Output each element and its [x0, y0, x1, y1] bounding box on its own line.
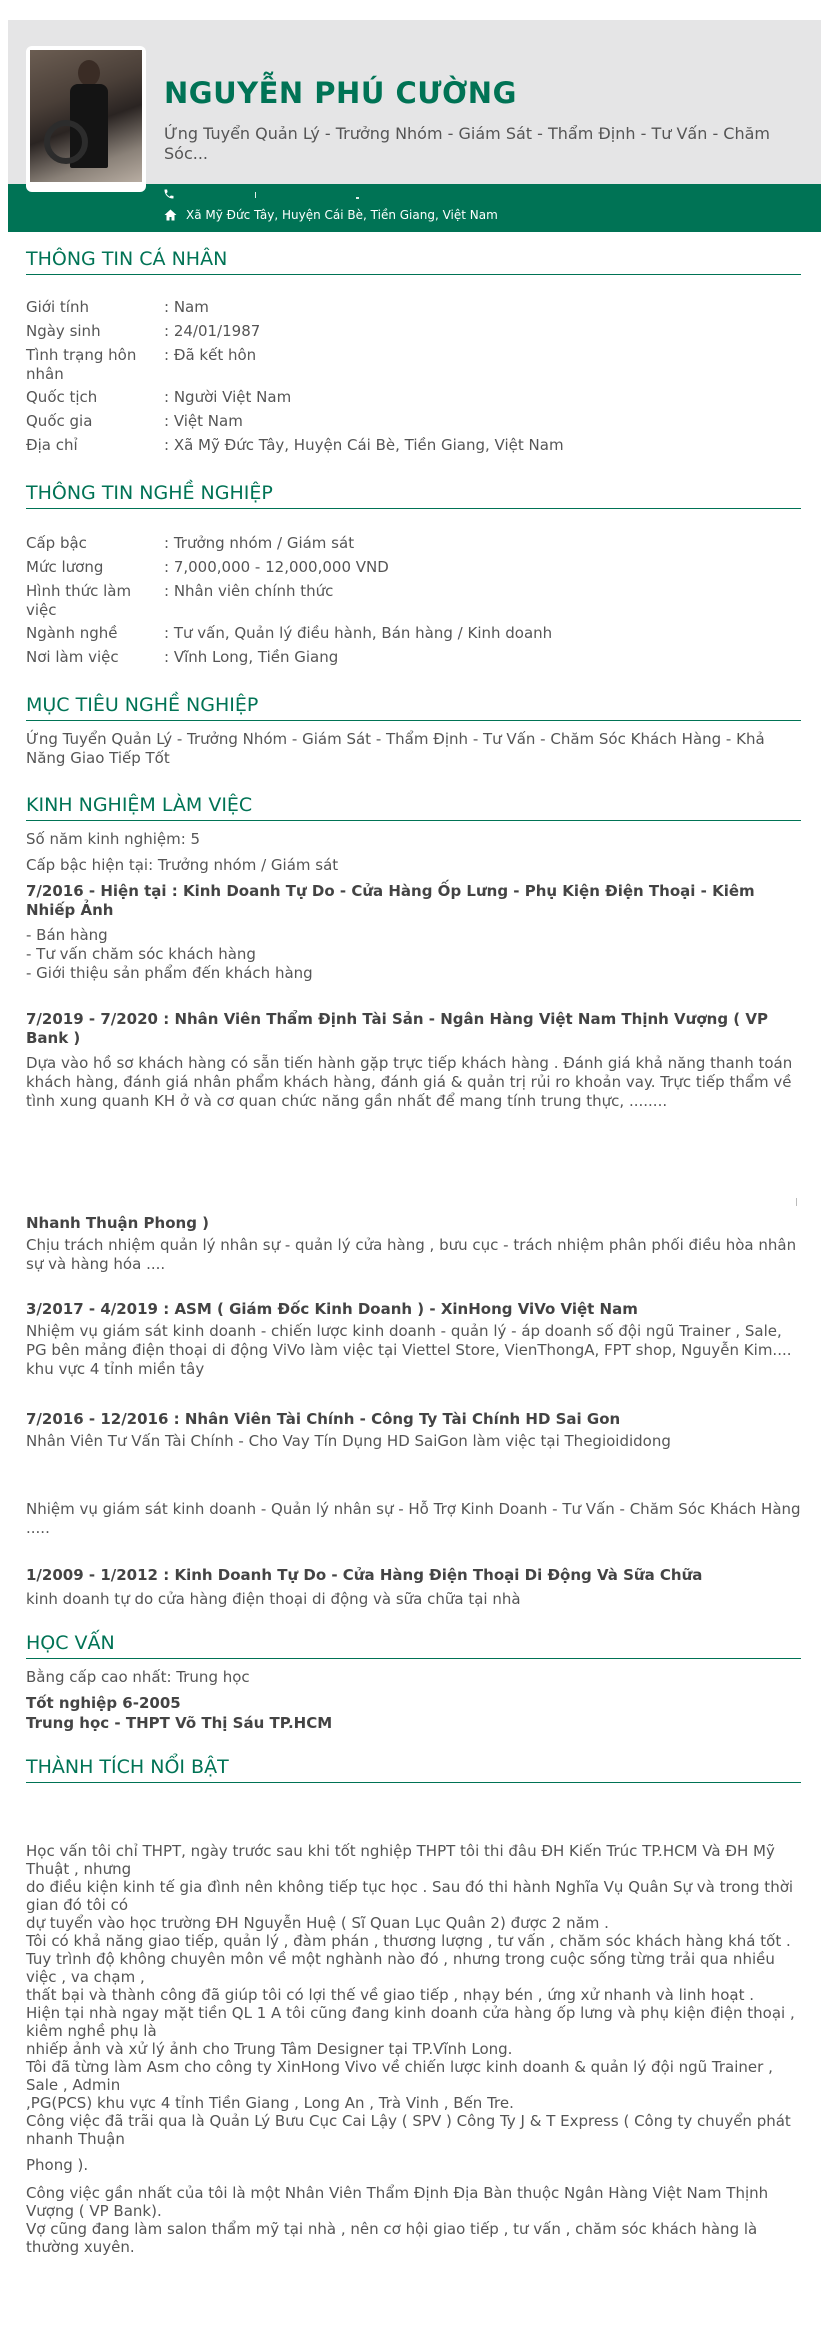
info-row-level: [26, 534, 354, 553]
info-row-salary: [26, 558, 389, 577]
education-highest: Bằng cấp cao nhất: Trung học: [26, 1668, 250, 1686]
achievements-text: [26, 1842, 801, 2256]
info-label: Giới tính: [26, 298, 89, 316]
info-label: Địa chỉ: [26, 436, 78, 454]
info-label: Cấp bậc: [26, 534, 87, 552]
info-row-dob: [26, 322, 260, 341]
section-divider: [26, 720, 801, 721]
section-title-objective: MỤC TIÊU NGHỀ NGHIỆP: [26, 694, 259, 716]
avatar-background-object: [44, 120, 88, 164]
info-value: : Vĩnh Long, Tiền Giang: [164, 648, 339, 666]
section-divider: [26, 820, 801, 821]
achievement-line: do điều kiện kinh tế gia đình nên không tiếp tục học . Sau đó thi hành Nghĩa Vụ Quân Sự và trong thời gian đó tôi có: [26, 1878, 794, 1914]
info-row-marital: [26, 346, 256, 384]
info-label: Nơi làm việc: [26, 648, 119, 666]
info-row-address: [26, 436, 564, 455]
phone-divider-2: [356, 197, 359, 199]
section-divider: [26, 508, 801, 509]
achievement-line: Học vấn tôi chỉ THPT, ngày trước sau khi tốt nghiệp THPT tôi thi đâu ĐH Kiến Trúc TP.HCM Và ĐH Mỹ Thuật , nhưng: [26, 1842, 775, 1878]
job-heading: 7/2016 - Hiện tại : Kinh Doanh Tự Do - Cửa Hàng Ốp Lưng - Phụ Kiện Điện Thoại - Kiêm Nhiếp Ảnh: [26, 882, 755, 919]
home-icon: [164, 209, 178, 221]
experience-years: Số năm kinh nghiệm: 5: [26, 830, 201, 848]
job-description: Nhiệm vụ giám sát kinh doanh - Quản lý nhân sự - Hỗ Trợ Kinh Doanh - Tư Vấn - Chăm Sóc Khách Hàng .....: [26, 1500, 801, 1537]
info-row-location: [26, 648, 338, 667]
section-title-experience: KINH NGHIỆM LÀM VIỆC: [26, 794, 253, 816]
info-label: Ngày sinh: [26, 322, 101, 340]
achievement-line: Vợ cũng đang làm salon thẩm mỹ tại nhà , nên cơ hội giao tiếp , tư vấn , chăm sóc khách hàng là thường xuyên.: [26, 2220, 758, 2256]
job-description: Nhiệm vụ giám sát kinh doanh - chiến lược kinh doanh - quản lý - áp doanh số đội ngũ Trainer , Sale, PG bên mảng điện thoại di động ViVo làm việc tại Viettel Store, VienThongA, FPT shop, Nguyễn Kim.... khu vực 4 tỉnh miền tây: [26, 1322, 792, 1378]
job-heading: 7/2016 - 12/2016 : Nhân Viên Tài Chính - Công Ty Tài Chính HD Sai Gon: [26, 1410, 621, 1428]
phone-icon: [163, 188, 177, 202]
section-title-achievements: THÀNH TÍCH NỔI BẬT: [26, 1756, 229, 1778]
job-description: Chịu trách nhiệm quản lý nhân sự - quản lý cửa hàng , bưu cục - trách nhiệm phân phối điều hòa nhân sự và hàng hóa ....: [26, 1236, 797, 1273]
info-row-country: [26, 412, 243, 431]
section-divider: [26, 1658, 801, 1659]
phone-divider: [255, 192, 256, 198]
candidate-headline: Ứng Tuyển Quản Lý - Trưởng Nhóm - Giám Sát - Thẩm Định - Tư Vấn - Chăm Sóc...: [164, 124, 770, 163]
section-divider: [26, 1782, 801, 1783]
info-value: : Người Việt Nam: [164, 388, 292, 406]
section-title-education: HỌC VẤN: [26, 1632, 115, 1654]
info-value: : Nhân viên chính thức: [164, 582, 334, 600]
avatar: [30, 50, 142, 182]
objective-text: Ứng Tuyển Quản Lý - Trưởng Nhóm - Giám Sát - Thẩm Định - Tư Vấn - Chăm Sóc Khách Hàng - Khả Năng Giao Tiếp Tốt: [26, 730, 765, 767]
achievement-line: nhiếp ảnh và xử lý ảnh cho Trung Tâm Designer tại TP.Vĩnh Long.: [26, 2040, 513, 2058]
achievement-line: Hiện tại nhà ngay mặt tiền QL 1 A tôi cũng đang kinh doanh cửa hàng ốp lưng và phụ kiện điện thoại , kiêm nghề phụ là: [26, 2004, 795, 2040]
section-divider: [26, 274, 801, 275]
info-value: : 24/01/1987: [164, 322, 261, 340]
job-heading: 3/2017 - 4/2019 : ASM ( Giám Đốc Kinh Doanh ) - XinHong ViVo Việt Nam: [26, 1300, 638, 1318]
job-description: Dựa vào hồ sơ khách hàng có sẵn tiến hành gặp trực tiếp khách hàng . Đánh giá khả năng thanh toán khách hàng, đánh giá nhân phẩm khách hàng, đánh giá & quản trị rủi ro khoản vay. Trực tiếp thẩm về tình xung quanh KH ở và cơ quan chức năng gần nhất để mang tính trung thực, ........: [26, 1054, 793, 1110]
achievement-line: ,PG(PCS) khu vực 4 tỉnh Tiền Giang , Long An , Trà Vinh , Bến Tre.: [26, 2094, 514, 2112]
info-value: : Việt Nam: [164, 412, 243, 430]
info-row-industry: [26, 624, 552, 643]
candidate-name: NGUYỄN PHÚ CƯỜNG: [164, 76, 517, 110]
info-value: : Trưởng nhóm / Giám sát: [164, 534, 355, 552]
info-label: Mức lương: [26, 558, 104, 576]
achievement-line: Công việc đã trãi qua là Quản Lý Bưu Cục Cai Lậy ( SPV ) Công Ty J & T Express ( Công ty chuyển phát nhanh Thuận: [26, 2112, 791, 2148]
stray-mark: [796, 1198, 797, 1206]
achievement-line: Công việc gần nhất của tôi là một Nhân Viên Thẩm Định Địa Bàn thuộc Ngân Hàng Việt Nam Thịnh Vượng ( VP Bank).: [26, 2184, 769, 2220]
info-value: : Đã kết hôn: [164, 346, 257, 364]
job-description: - Bán hàng - Tư vấn chăm sóc khách hàng - Giới thiệu sản phẩm đến khách hàng: [26, 926, 313, 982]
job-description: Nhân Viên Tư Vấn Tài Chính - Cho Vay Tín Dụng HD SaiGon làm việc tại Thegioididong: [26, 1432, 671, 1450]
section-title-career-info: THÔNG TIN NGHỀ NGHIỆP: [26, 482, 273, 504]
header-address: [164, 208, 498, 222]
achievement-line: dự tuyển vào học trường ĐH Nguyễn Huệ ( Sĩ Quan Lục Quân 2) được 2 năm .: [26, 1914, 609, 1932]
job-description: kinh doanh tự do cửa hàng điện thoại di động và sữa chữa tại nhà: [26, 1590, 521, 1608]
job-heading: 1/2009 - 1/2012 : Kinh Doanh Tự Do - Cửa Hàng Điện Thoại Di Động Và Sữa Chữa: [26, 1566, 703, 1584]
achievement-line: thất bại và thành công đã giúp tôi có lợi thế về giao tiếp , nhạy bén , ứng xử nhanh và linh hoạt .: [26, 1986, 755, 2004]
info-value: : Xã Mỹ Đức Tây, Huyện Cái Bè, Tiền Giang, Việt Nam: [164, 436, 564, 454]
info-label: Hình thức làm việc: [26, 582, 132, 619]
achievement-line: Tôi đã từng làm Asm cho công ty XinHong Vivo về chiến lược kinh doanh & quản lý đội ngũ Trainer , Sale , Admin: [26, 2058, 773, 2094]
info-value: : Nam: [164, 298, 209, 316]
info-row-nationality: [26, 388, 291, 407]
education-school: Trung học - THPT Võ Thị Sáu TP.HCM: [26, 1714, 333, 1732]
info-row-work-type: [26, 582, 333, 620]
job-heading: 7/2019 - 7/2020 : Nhân Viên Thẩm Định Tài Sản - Ngân Hàng Việt Nam Thịnh Vượng ( VP Bank ): [26, 1010, 768, 1047]
info-label: Ngành nghề: [26, 624, 118, 642]
achievement-line: Tuy trình độ không chuyên môn về một nghành nào đó , nhưng trong cuộc sống từng trải qua nhiều việc , va chạm ,: [26, 1950, 775, 1986]
info-row-gender: [26, 298, 209, 317]
header-address-text: Xã Mỹ Đức Tây, Huyện Cái Bè, Tiền Giang, Việt Nam: [186, 208, 498, 222]
achievement-line: Phong ).: [26, 2156, 89, 2174]
avatar-frame: [26, 46, 146, 192]
achievement-line: Tôi có khả năng giao tiếp, quản lý , đàm phán , thương lượng , tư vấn , chăm sóc khách hàng khá tốt .: [26, 1932, 791, 1950]
info-label: Quốc gia: [26, 412, 93, 430]
info-value: : Tư vấn, Quản lý điều hành, Bán hàng / Kinh doanh: [164, 624, 553, 642]
education-grad: Tốt nghiệp 6-2005: [26, 1694, 181, 1712]
experience-level: Cấp bậc hiện tại: Trưởng nhóm / Giám sát: [26, 856, 339, 874]
info-label: Quốc tịch: [26, 388, 98, 406]
info-label: Tình trạng hôn nhân: [26, 346, 137, 383]
job-heading: Nhanh Thuận Phong ): [26, 1214, 210, 1232]
info-value: : 7,000,000 - 12,000,000 VND: [164, 558, 389, 576]
section-title-personal: THÔNG TIN CÁ NHÂN: [26, 248, 228, 270]
